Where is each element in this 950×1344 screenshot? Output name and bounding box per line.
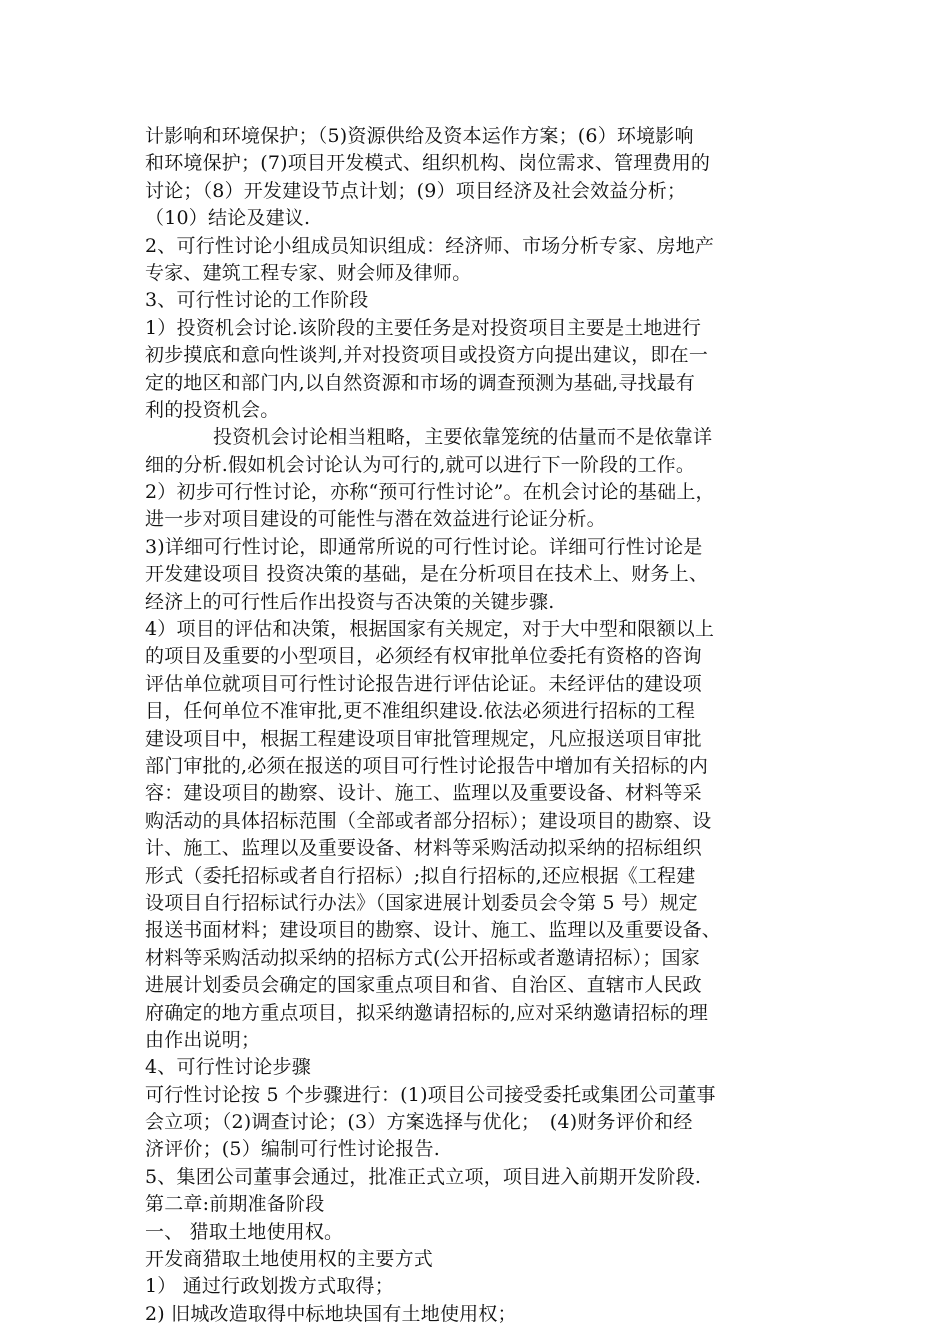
section-heading: 3、可行性讨论的工作阶段 — [145, 289, 369, 312]
text-line: 部门审批的,必须在报送的项目可行性讨论报告中增加有关招标的内 — [145, 754, 709, 777]
text-line: 建设项目中，根据工程建设项目审批管理规定，凡应报送项目审批 — [145, 727, 702, 750]
text-line: 5、集团公司董事会通过，批准正式立项，项目进入前期开发阶段. — [145, 1165, 702, 1188]
text-line: 设项目自行招标试行办法》（国家进展计划委员会令第 5 号）规定 — [145, 891, 698, 914]
text-line: 初步摸底和意向性谈判,并对投资项目或投资方向提出建议，即在一 — [145, 344, 709, 367]
text-line: 3)详细可行性讨论，即通常所说的可行性讨论。详细可行性讨论是 — [145, 535, 703, 558]
text-line: 开发建设项目 投资决策的基础，是在分析项目在技术上、财务上、 — [145, 563, 709, 586]
text-line: 进一步对项目建设的可能性与潜在效益进行论证分析。 — [145, 508, 606, 531]
text-line: 可行性讨论按 5 个步骤进行：(1)项目公司接受委托或集团公司董事 — [145, 1083, 716, 1106]
text-line: 讨论；（8）开发建设节点计划；(9）项目经济及社会效益分析； — [145, 179, 687, 202]
text-line: 计、施工、监理以及重要设备、材料等采购活动拟采纳的招标组织 — [145, 837, 702, 860]
text-line: 府确定的地方重点项目，拟采纳邀请招标的,应对采纳邀请招标的理 — [145, 1001, 709, 1024]
text-line: 专家、建筑工程专家、财会师及律师。 — [145, 261, 472, 284]
text-line: 进展计划委员会确定的国家重点项目和省、自治区、直辖市人民政 — [145, 974, 702, 997]
text-line: 定的地区和部门内,以自然资源和市场的调查预测为基础,寻找最有 — [145, 371, 696, 394]
text-line: 细的分析.假如机会讨论认为可行的,就可以进行下一阶段的工作。 — [145, 453, 696, 476]
text-line: 经济上的可行性后作出投资与否决策的关键步骤. — [145, 590, 555, 613]
text-line: 2) 旧城改造取得中标地块国有土地使用权； — [145, 1302, 517, 1325]
text-line: 计影响和环境保护；（5)资源供给及资本运作方案；(6）环境影响 — [145, 125, 694, 147]
text-line: 会立项；（2)调查讨论；(3）方案选择与优化； (4)财务评价和经 — [145, 1111, 693, 1134]
text-line: 利的投资机会。 — [145, 398, 280, 421]
text-line: 容：建设项目的勘察、设计、施工、监理以及重要设备、材料等采 — [145, 782, 702, 805]
text-line: 形式（委托招标或者自行招标）;拟自行招标的,还应根据《工程建 — [145, 864, 696, 887]
text-line: 4）项目的评估和决策，根据国家有关规定，对于大中型和限额以上 — [145, 618, 715, 641]
text-line: 购活动的具体招标范围（全部或者部分招标）；建设项目的勘察、设 — [145, 809, 712, 832]
text-line: 1）投资机会讨论.该阶段的主要任务是对投资项目主要是土地进行 — [145, 316, 702, 339]
text-line: 1） 通过行政划拨方式取得； — [145, 1275, 394, 1298]
text-line: 目，任何单位不准审批,更不准组织建设.依法必须进行招标的工程 — [145, 700, 696, 723]
section-heading: 一、 猎取土地使用权。 — [145, 1220, 344, 1243]
text-line: 报送书面材料；建设项目的勘察、设计、施工、监理以及重要设备、 — [145, 919, 722, 942]
text-line: 投资机会讨论相当粗略，主要依靠笼统的估量而不是依靠详 — [213, 426, 713, 449]
text-line: 材料等采购活动拟采纳的招标方式(公开招标或者邀请招标）；国家 — [145, 946, 700, 969]
text-line: 2）初步可行性讨论，亦称“预可行性讨论”。在机会讨论的基础上， — [145, 481, 715, 504]
text-line: （10）结论及建议. — [145, 207, 311, 230]
text-line: 济评价；(5）编制可行性讨论报告. — [145, 1138, 440, 1161]
document-body — [145, 123, 815, 1328]
chapter-heading: 第二章:前期准备阶段 — [145, 1193, 325, 1216]
section-heading: 4、可行性讨论步骤 — [145, 1056, 311, 1079]
text-line: 和环境保护；(7)项目开发模式、组织机构、岗位需求、管理费用的 — [145, 152, 711, 175]
text-line: 开发商猎取土地使用权的主要方式 — [145, 1248, 434, 1271]
text-line: 的项目及重要的小型项目，必须经有权审批单位委托有资格的咨询 — [145, 645, 702, 668]
text-line: 2、可行性讨论小组成员知识组成：经济师、市场分析专家、房地产 — [145, 234, 715, 257]
text-line: 由作出说明； — [145, 1028, 261, 1051]
text-line: 评估单位就项目可行性讨论报告进行评估论证。未经评估的建设项 — [145, 672, 702, 695]
